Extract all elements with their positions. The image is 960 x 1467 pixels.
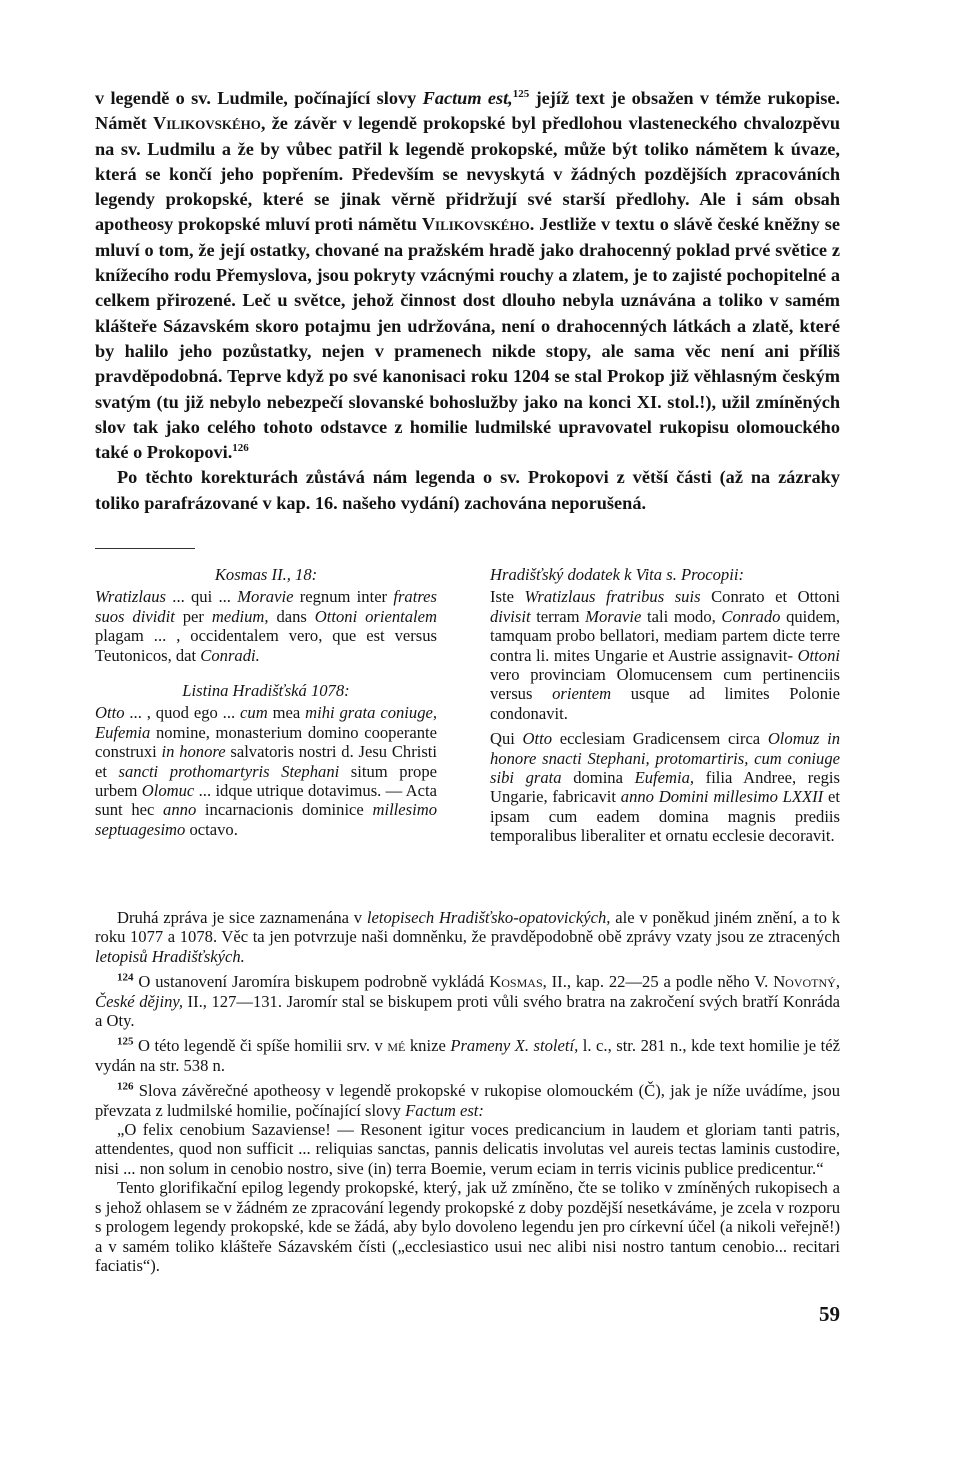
- column-text: Wratizlaus ... qui ... Moravie regnum inter fratres suos dividit per medium, dans Ottoni orientalem plagam ... , occidentalem vero, que est versus Teutonicos, dat Conradi.: [95, 587, 437, 665]
- column-text: Qui Otto ecclesiam Gradicensem circa Olomuz in honore snacti Stephani, protomartiris, cum coniuge sibi grata domina Eufemia, filia Andree, regis Ungarie, fabricavit anno Domini millesimo LXXII et ipsam cum eadem domina magnis prediis temporalibus liberaliter et ornatu ecclesie decoravit.: [490, 729, 841, 846]
- footnote-closing: Tento glorifikační epilog legendy prokopské, který, jak už zmíněno, čte se toliko v zmíněných rukopisech a s jehož ohlasem se v žádném ze zpracování legendy prokopské z doby pozdější nesetkáváme, je zcela v rozporu s prologem legendy prokopské, kde se žádá, aby bylo dovoleno legendu jen pro církevní účel (a nikoli veřejně!) a v samém toliko klášteře Sázavském čísti („ecclesiastico usui nec alibi nisi nostro tantum cenobio... recitari faciatis“).: [95, 1178, 840, 1275]
- footnote-125: $^{125}$ O této legendě či spíše homilii srv. v mé knize Prameny X. století, l. c., str. 281 n., kde text homilie je též vydán na str. 538 n.: [95, 1035, 840, 1075]
- page-number: 59: [819, 1302, 840, 1326]
- footnote-number: 126: [117, 1080, 134, 1093]
- main-paragraph-2: Po těchto korekturách zůstává nám legenda o sv. Prokopovi z větší části (až na zázraky toliko parafrázované v kap. 16. našeho vydání) zachována neporušená.: [95, 467, 840, 513]
- footnote-ref-125[interactable]: 125: [512, 87, 530, 100]
- main-paragraph-1: v legendě o sv. Ludmile, počínající slovy Factum est,$^{125}$ jejíž text je obsažen v témže rukopise. Námět Vilikovského, že závěr v legendě prokopské byl předlohou vlasteneckého chvalozpěvu na sv. Ludmilu a že by vůbec patřil k legendě prokopské, může být toliko námětem k úvaze, která se končí jeho popřením. Především se nevyskytá v žádných pozdějších zpracováních legendy prokopské, které se jinak věrně přidržují své starší předlohy. Ale i sám obsah apotheosy prokopské mluví proti námětu Vilikovského. Jestliže v textu o slávě české kněžny se mluví o tom, že její ostatky, chované na pražském hradě jako drahocenný poklad prvé světice z knížecího rodu Přemyslova, jsou pokryty vzácnými rouchy a zlatem, je to zajisté pochopitelné a celkem přirozené. Leč u světce, jehož činnost dost dlouho nebyla uznávána a toliko v samém klášteře Sázavském skoro potajmu jen udržována, není o drahocenných látkách a zlatě, které by halilo jeho pozůstatky, nejen v pramenech nikde stopy, ale sama věc není ani příliš pravděpodobná. Teprve když po své kanonisaci roku 1204 se stal Prokop již věhlasným českým svatým (tu již nebylo nebezpečí slovanské bohoslužby jako na konci XI. stol.!), užil zmíněných slov tak jako celého tohoto odstavce z homilie ludmilské upravovatel rukopisu olomouckého také o Prokopovi.$^{126}$: [95, 87, 841, 463]
- author-name: Vilikovského: [421, 214, 530, 235]
- column-text: Otto ... , quod ego ... cum mea mihi grata coniuge, Eufemia nomine, monasterium domino cooperante construxi in honore salvatoris nostri d. Jesu Christi et sancti prothomartyris Stephani situm prope urbem Olomuc ... idque utrique dotavimus. — Acta sunt hec anno incarnacionis dominice millesimo septuagesimo octavo.: [95, 703, 438, 839]
- column-heading: Listina Hradišťská 1078:: [182, 681, 350, 701]
- divider-rule: [95, 548, 195, 549]
- footnote-124: $^{124}$ O ustanovení Jaromíra biskupem podrobně vykládá Kosmas, II., kap. 22—25 a podle něho V. Novotný, České dějiny, II., 127—131. Jaromír stal se biskupem proti vůli svého bratra na zakročení svých bratří Konráda a Oty.: [95, 971, 841, 1031]
- footnote-126: $^{126}$ Slova závěrečné apotheosy v legendě prokopské v rukopise olomouckém (Č), jak je níže uvádíme, jsou převzata z ludmilské homilie, počínající slovy Factum est:: [95, 1080, 840, 1120]
- footnote-quote: „O felix cenobium Sazaviense! — Resonent igitur voces predicancium in laudem et gloriam tanti patris, attendentes, quod non sufficit ... reliquias sanctas, pannis delicatis involutas vel aureis tectas laminis custodire, nisi ... non solum in cenobio nostro, sive (in) terra Boemie, verum eciam in terris vicinis publice predicentur.“: [95, 1120, 840, 1178]
- right-column: [490, 565, 840, 846]
- column-text: Iste Wratizlaus fratribus suis Conrato et Ottoni divisit terram Moravie tali modo, Conrado quidem, tamquam probo bellatori, mediam partem dicte terre contra li. mites Ungarie et Austrie assignavit- Ottoni vero provinciam Olomucensem cum pertinenciis versus orientem usque ad limites Polonie condonavit.: [490, 587, 841, 723]
- left-column: [95, 565, 437, 839]
- author-name: Vilikovského: [153, 113, 261, 134]
- footnotes: [95, 908, 840, 1275]
- footnote-ref-126[interactable]: 126: [232, 442, 249, 455]
- footnote-number: 125: [117, 1035, 134, 1048]
- footnote-number: 124: [117, 971, 134, 984]
- main-text: [95, 86, 840, 516]
- spacer: [95, 665, 437, 681]
- notes-intro: Druhá zpráva je sice zaznamenána v letopisech Hradišťsko-opatovických, ale v poněkud jiném znění, a to k roku 1077 a 1078. Věc ta jen potvrzuje naši domněnku, že pravděpodobně obě zprávy vzaty jsou ze ztracených letopisů Hradišťských.: [95, 908, 841, 966]
- column-heading: Hradišťský dodatek k Vita s. Procopii:: [490, 565, 744, 584]
- column-heading: Kosmas II., 18:: [214, 565, 318, 584]
